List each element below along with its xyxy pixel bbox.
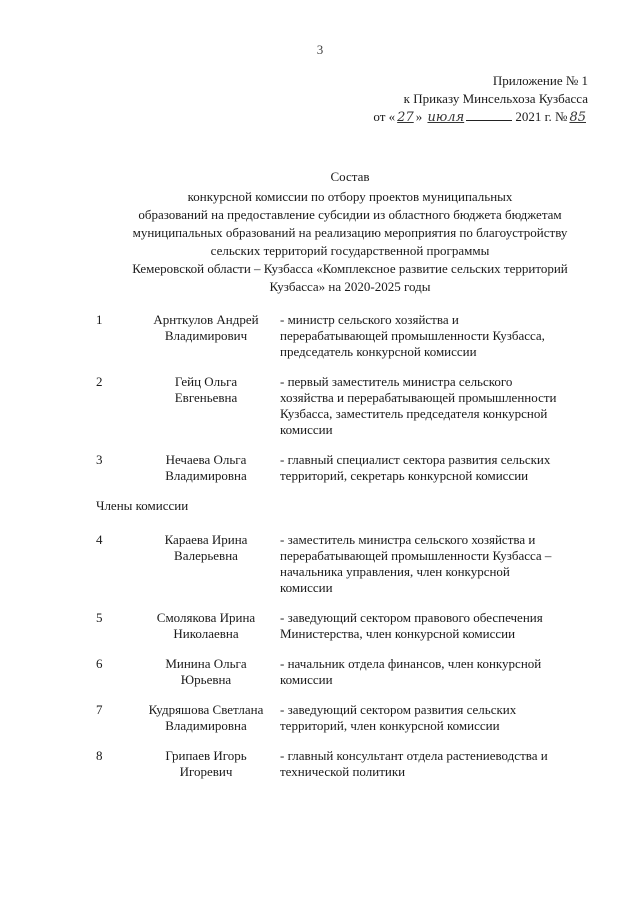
role-line: комиссии xyxy=(280,422,333,437)
commission-list xyxy=(96,312,616,794)
document-title xyxy=(90,168,610,296)
role-line: территорий, член конкурсной комиссии xyxy=(280,718,500,733)
member-entry xyxy=(96,312,616,360)
role-line: - заместитель министра сельского хозяйства и xyxy=(280,532,536,547)
role-line: Министерства, член конкурсной комиссии xyxy=(280,626,516,641)
member-number: 7 xyxy=(96,702,103,717)
member-name xyxy=(140,312,272,344)
title-line: муниципальных образований на реализацию мероприятия по благоустройству xyxy=(132,225,568,240)
name-line: Евгеньевна xyxy=(174,390,238,405)
member-name xyxy=(140,656,272,688)
date-prefix: от « xyxy=(373,109,396,124)
role-line: технической политики xyxy=(280,764,406,779)
member-name xyxy=(140,374,272,406)
member-entry xyxy=(96,452,616,484)
name-line: Николаевна xyxy=(173,626,239,641)
date-blank-line xyxy=(466,108,512,121)
page-number: 3 xyxy=(316,42,324,57)
member-role xyxy=(280,452,612,484)
member-name xyxy=(140,748,272,780)
member-role xyxy=(280,532,612,596)
member-number: 8 xyxy=(96,748,103,763)
member-role xyxy=(280,656,612,688)
role-line: - министр сельского хозяйства и xyxy=(280,312,459,327)
appendix-header xyxy=(373,72,588,127)
date-day: 27 xyxy=(397,110,414,125)
member-number: 5 xyxy=(96,610,103,625)
member-name xyxy=(140,532,272,564)
member-number: 6 xyxy=(96,656,103,671)
member-entry xyxy=(96,374,616,438)
role-line: комиссии xyxy=(280,672,333,687)
name-line: Минина Ольга xyxy=(165,656,247,671)
role-line: перерабатывающей промышленности Кузбасса – xyxy=(280,548,552,563)
member-entry xyxy=(96,748,616,780)
member-name xyxy=(140,610,272,642)
title-line: сельских территорий государственной программы xyxy=(210,243,490,258)
member-number: 3 xyxy=(96,452,103,467)
member-number: 2 xyxy=(96,374,103,389)
title-line: Кемеровской области – Кузбасса «Комплексное развитие сельских территорий xyxy=(132,261,568,276)
name-line: Владимирович xyxy=(164,328,248,343)
name-line: Арнткулов Андрей xyxy=(153,312,259,327)
role-line: председатель конкурсной комиссии xyxy=(280,344,477,359)
title-heading: Состав xyxy=(330,169,370,184)
name-line: Караева Ирина xyxy=(164,532,248,547)
member-role xyxy=(280,702,612,734)
member-entry xyxy=(96,656,616,688)
order-number: 85 xyxy=(569,110,586,125)
title-line: образований на предоставление субсидии из областного бюджета бюджетам xyxy=(138,207,562,222)
role-line: - заведующий сектором развития сельских xyxy=(280,702,517,717)
role-line: Кузбасса, заместитель председателя конкурсной xyxy=(280,406,548,421)
role-line: перерабатывающей промышленности Кузбасса, xyxy=(280,328,545,343)
title-line: Кузбасса» на 2020-2025 годы xyxy=(269,279,431,294)
role-line: хозяйства и перерабатывающей промышленности xyxy=(280,390,557,405)
role-line: - начальник отдела финансов, член конкурсной xyxy=(280,656,542,671)
name-line: Валерьевна xyxy=(174,548,238,563)
member-name xyxy=(140,452,272,484)
member-role xyxy=(280,374,612,438)
name-line: Кудряшова Светлана xyxy=(148,702,264,717)
role-line: - главный специалист сектора развития сельских xyxy=(280,452,551,467)
name-line: Юрьевна xyxy=(180,672,232,687)
name-line: Грипаев Игорь xyxy=(165,748,247,763)
appendix-title: Приложение № 1 xyxy=(492,73,588,88)
member-role xyxy=(280,312,612,360)
member-role xyxy=(280,610,612,642)
appendix-date-line: от « 27 » июля 2021 г. № 85 xyxy=(373,109,586,125)
role-line: территорий, секретарь конкурсной комиссии xyxy=(280,468,529,483)
name-line: Игоревич xyxy=(179,764,233,779)
role-line: комиссии xyxy=(280,580,333,595)
name-line: Гейц Ольга xyxy=(174,374,238,389)
name-line: Владимировна xyxy=(165,468,247,483)
member-entry xyxy=(96,702,616,734)
title-line: конкурсной комиссии по отбору проектов муниципальных xyxy=(187,189,513,204)
member-number: 1 xyxy=(96,312,103,327)
name-line: Смолякова Ирина xyxy=(156,610,256,625)
role-line: - заведующий сектором правового обеспечения xyxy=(280,610,543,625)
members-section-label: Члены комиссии xyxy=(96,498,189,513)
member-entry xyxy=(96,610,616,642)
name-line: Нечаева Ольга xyxy=(165,452,247,467)
role-line: - главный консультант отдела растениеводства и xyxy=(280,748,548,763)
role-line: - первый заместитель министра сельского xyxy=(280,374,513,389)
member-entry xyxy=(96,532,616,596)
date-suffix: 2021 г. № xyxy=(515,109,568,124)
name-line: Владимировна xyxy=(165,718,247,733)
member-name xyxy=(140,702,272,734)
role-line: начальника управления, член конкурсной xyxy=(280,564,510,579)
member-role xyxy=(280,748,612,780)
appendix-order-ref: к Приказу Минсельхоза Кузбасса xyxy=(403,91,588,106)
date-month: июля xyxy=(427,110,465,125)
member-number: 4 xyxy=(96,532,103,547)
